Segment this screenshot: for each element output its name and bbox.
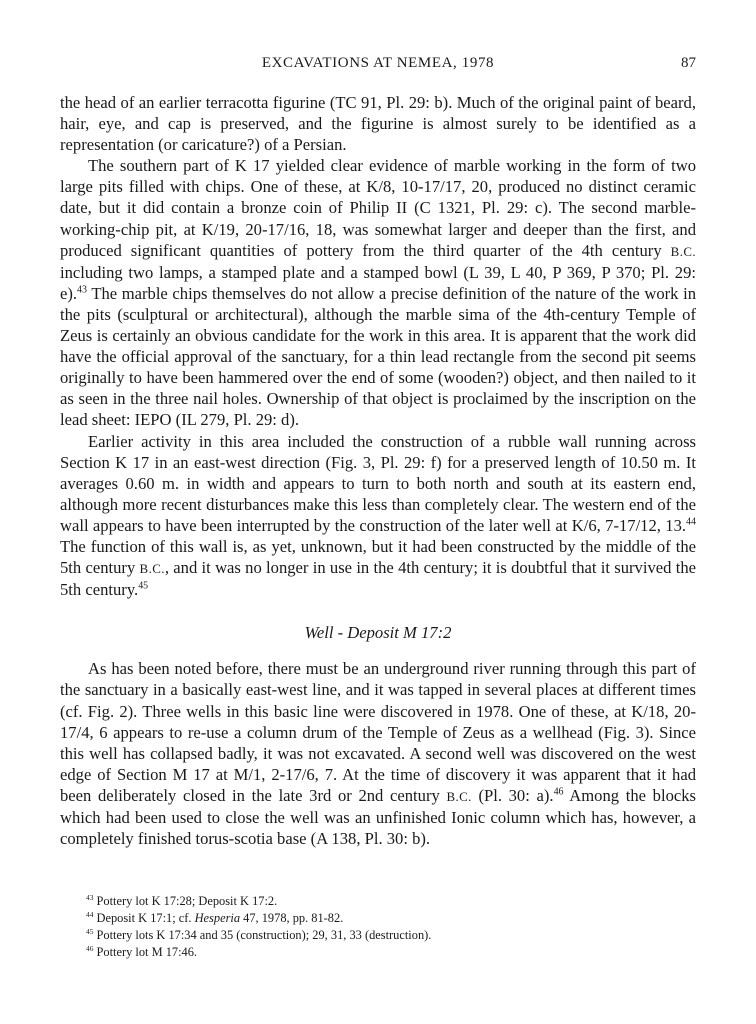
footnote-marker: 44 bbox=[686, 516, 696, 528]
text-run: the head of an earlier terracotta figurine (TC 91, Pl. 29: b). Much of the original paint of beard, hair, eye, and cap is preserved, and the figurine is almost surely to be identified as a representation (or caricature?) of a Persian. bbox=[60, 93, 696, 155]
body-text bbox=[60, 92, 696, 849]
text-run: , and it was no longer in use in the 4th century; it is doubtful that it survived the 5th century. bbox=[60, 558, 696, 600]
text-run: Deposit K 17:1; cf. bbox=[93, 911, 195, 925]
era-abbreviation: B.C. bbox=[670, 243, 696, 259]
paragraph bbox=[60, 658, 696, 849]
footnote-marker: 45 bbox=[86, 926, 94, 936]
text-run: Earlier activity in this area included the construction of a rubble wall running across Section K 17 in an east-west direction (Fig. 3, Pl. 29: f) for a preserved length of 10.50 m. It averages 0.60 m. in width and appears to turn to both north and south at its eastern end, although more recent disturbances make this less than completely clear. The western end of the wall appears to have been interrupted by the construction of the later well at K/6, 7-17/12, 13. bbox=[60, 431, 696, 535]
paragraphs-after bbox=[60, 658, 696, 849]
running-title: EXCAVATIONS AT NEMEA, 1978 bbox=[261, 55, 495, 71]
era-abbreviation: B.C. bbox=[446, 788, 472, 804]
footnote bbox=[60, 910, 696, 927]
text-run: The southern part of K 17 yielded clear evidence of marble working in the form of two large pits filled with chips. One of these, at K/8, 10-17/17, 20, produced no distinct ceramic date, but it did contain a bronze coin of Philip II (C 1321, Pl. 29: c). The second marble-working-chip pit, at K/19, 20-17/16, 18, was somewhat larger and deeper than the first, and produced significant quantities of pottery from the third quarter of the 4th century bbox=[60, 156, 696, 260]
text-run: including two lamps, a stamped plate and a stamped bowl (L 39, L 40, P 369, P 370; Pl. 29: e). bbox=[60, 262, 696, 303]
footnote-marker: 43 bbox=[77, 284, 87, 296]
page-number: 87 bbox=[681, 55, 696, 71]
paragraph bbox=[60, 431, 696, 601]
footnote-marker: 44 bbox=[86, 909, 94, 919]
paragraph bbox=[60, 155, 696, 430]
paragraphs-before bbox=[60, 92, 696, 600]
journal-title: Hesperia bbox=[194, 911, 241, 925]
running-head bbox=[60, 55, 696, 79]
text-run: Among the blocks which had been used to close the well was an unfinished Ionic column which has, however, a completely finished torus-scotia base (A 138, Pl. 30: b). bbox=[60, 785, 696, 849]
paragraph bbox=[60, 92, 696, 155]
footnote-marker: 43 bbox=[86, 892, 94, 902]
footnote-marker: 45 bbox=[138, 580, 149, 592]
text-run: Pottery lot K 17:28; Deposit K 17:2. bbox=[93, 894, 278, 908]
footnote-marker: 46 bbox=[86, 943, 94, 953]
footnote bbox=[60, 893, 696, 910]
footnote bbox=[60, 944, 696, 961]
text-run: Pottery lot M 17:46. bbox=[93, 945, 198, 959]
footnote bbox=[60, 927, 696, 944]
text-run: The function of this wall is, as yet, unknown, but it had been constructed by the middle of the 5th century bbox=[60, 536, 696, 578]
text-run: The marble chips themselves do not allow a precise definition of the nature of the work in the pits (sculptural or architectural), although the marble sima of the 4th-century Temple of Zeus is certainly an obvious candidate for the work in this area. It is apparent that the work did have the official approval of the sanctuary, for a thin lead rectangle from the second pit seems originally to have been hammered over the end of some (wooden?) object, and then nailed to it as seen in the three nail holes. Ownership of that object is proclaimed by the inscription on the lead sheet: IEPO (IL 279, Pl. 29: d). bbox=[60, 283, 696, 430]
footnotes bbox=[60, 893, 696, 961]
section-heading-wrap bbox=[60, 622, 696, 643]
text-run: As has been noted before, there must be an underground river running through this part of the sanctuary in a basically east-west line, and it was tapped in several places at different times (cf. Fig. 2). Three wells in this basic line were discovered in 1978. One of these, at K/18, 20-17/4, 6 appears to re-use a column drum of the Temple of Zeus as a wellhead (Fig. 3). Since this well has collapsed badly, it was not excavated. A second well was discovered on the west edge of Section M 17 at M/1, 2-17/6, 7. At the time of discovery it was apparent that it had been deliberately closed in the late 3rd or 2nd century bbox=[60, 659, 696, 805]
text-run: 47, 1978, pp. 81-82. bbox=[240, 911, 344, 925]
era-abbreviation: B.C. bbox=[139, 561, 165, 577]
section-heading: Well - Deposit M 17:2 bbox=[304, 623, 452, 643]
text-run: Pottery lots K 17:34 and 35 (construction); 29, 31, 33 (destruction). bbox=[93, 928, 432, 942]
text-run: (Pl. 30: a). bbox=[471, 785, 554, 805]
footnote-marker: 46 bbox=[553, 786, 564, 798]
